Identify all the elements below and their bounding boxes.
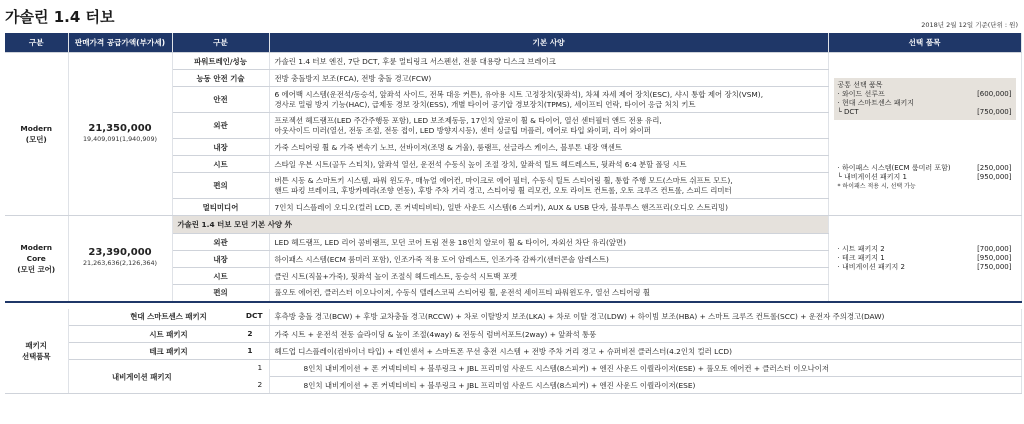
option-label: · 현대 스마트센스 패키지 [837,98,915,107]
trim-name-kr: (모던 코어) [17,264,56,274]
basic-spec-label: 가솔린 1.4 터보 모던 기본 사양 外 [172,216,828,234]
price-sub: 21,263,636(2,126,364) [82,259,158,268]
trim-name: Modern Core [20,242,53,263]
package-no: 1 [247,345,253,355]
price-value: 23,390,000 [88,247,152,259]
group-label: 패키지 [25,340,47,350]
category-label: 내장 [172,139,269,156]
modern-core-options [828,216,1021,302]
feature-text: 풀오토 에어컨, 클러스터 이오나이저, 수동식 텔레스코픽 스티어링 휠, 운전석 세이프티 파워윈도우, 열선 스티어링 휠 [269,285,828,302]
package-no: DCT [245,311,263,321]
common-options-box [834,78,1016,120]
trim-price [68,216,172,302]
option-label: · 하이패스 시스템(ECM 룸미러 포함) [837,163,951,172]
category-label: 시트 [172,156,269,173]
package-text-value: 8인치 내비게이션 + 폰 커넥티비티 + 블루링크 + JBL 프리미엄 사운드 시스템(8스피커) + 엔진 사운드 이퀄라이저(ESE) [303,380,696,390]
feature-text: 스타일 우븐 시트(골두 스티치), 앞좌석 열선, 운전석 수동식 높이 조절 장치, 앞좌석 틸트 헤드레스트, 뒷좌석 6:4 분할 폴딩 시트 [269,156,828,173]
feature-line: 버튼 시동 & 스마트키 시스템, 파워 윈도우, 매뉴얼 에어컨, 마이크로 에어 필터, 수동식 틸트 스티어링 휠, 통합 주행 모드(스마트 쉬프트 모드), [274,175,733,185]
header-col2: 판매가격 공급가액(부가세) [68,33,172,53]
option-line [838,254,1012,263]
category-label: 안전 [172,87,269,113]
option-price: [750,000] [977,262,1012,271]
price-sub: 19,409,091(1,940,909) [82,135,158,143]
trim-modern-core [5,216,68,302]
option-label: * 하이패스 적용 시, 선택 가능 [837,182,916,190]
category-label: 멀티미디어 [172,199,269,216]
category-label: 편의 [172,285,269,302]
feature-text: 7인치 디스플레이 오디오(컬러 LCD, 폰 커넥티비티), 일반 사운드 시스템(6 스피커), AUX & USB 단자, 블루투스 핸즈프리(오디오 스트리밍) [269,199,828,216]
common-options-title: 공통 선택 품목 [837,80,883,89]
header-col4: 기본 사양 [269,33,828,53]
package-label: 내비게이션 패키지 [112,372,172,381]
package-name [68,326,269,343]
package-text: 후측방 충돌 경고(BCW) + 후방 교차충돌 경고(RCCW) + 차로 이탈방지 보조(LKA) + 차로 이탈 경고(LDW) + 하이빔 보조(HBA) + 스마트 크루즈 컨트롤(SCC) + 운전자 주의경고(DAW) [269,309,1021,326]
category-label: 편의 [172,173,269,199]
option-line [838,173,1012,182]
package-text [257,360,1021,377]
option-label: · 테크 패키지 1 [837,253,885,262]
option-price: [700,000] [977,244,1012,253]
option-line [838,245,1012,254]
option-label: └ 내비게이션 패키지 1 [837,172,907,181]
category-label: 내장 [172,251,269,268]
trim-price [68,53,172,216]
option-line [838,90,1012,99]
package-text: 헤드업 디스플레이(컴바이너 타입) + 레인센서 + 스마트폰 무선 충전 시스템 + 전방 주차 거리 경고 + 슈퍼비전 클러스터(4.2인치 컬러 LCD) [269,343,1021,360]
package-label: 테크 패키지 [149,346,188,356]
feature-text [269,113,828,139]
option-price: [750,000] [977,107,1012,116]
option-label: · 와이드 선루프 [837,89,885,98]
feature-text: 하이패스 시스템(ECM 룸미러 포함), 인조가죽 적용 도어 암레스트, 인조가죽 감싸기(센터콘솔 암레스트) [269,251,828,268]
trim-name: Modern [20,124,53,133]
category-label: 시트 [172,268,269,285]
trim-modern [5,53,68,216]
option-line [838,164,1012,173]
feature-text: 전방 충돌방지 보조(FCA), 전방 충돌 경고(FCW) [269,70,828,87]
option-line [838,99,1012,108]
feature-line: 경사로 밀림 방지 기능(HAC), 급제동 경보 장치(ESS), 개별 타이어 공기압 경보장치(TPMS), 세이프티 언락, 타이어 응급 처치 키트 [274,99,696,109]
feature-text: 클린 시트(직물+가죽), 뒷좌석 높이 조절식 헤드레스트, 동승석 시트백 포켓 [269,268,828,285]
trim-name-kr: (모던) [25,135,47,144]
package-text: 가죽 시트 + 운전석 전동 슬라이딩 & 높이 조절(4way) & 전동식 럼버서포트(2way) + 앞좌석 통풍 [269,326,1021,343]
feature-line: 아웃사이드 미러(열선, 전동 조절, 전동 접이, LED 방향지시등), 센터 싱글팁 머플러, 에어로 타입 와이퍼, 리어 와이퍼 [274,125,652,135]
header-col1: 구분 [5,33,68,53]
option-line [838,263,1012,272]
header-row [5,33,1021,53]
option-price: [600,000] [977,89,1012,98]
header-col5: 선택 품목 [828,33,1021,53]
feature-line: 핸드 파킹 브레이크, 후방카메라(조향 연동), 후방 주차 거리 경고, 스티어링 휠 리모컨, 오토 라이트 컨트롤, 오토 크루즈 컨트롤, 스피드 리미터 [274,185,732,195]
spec-table [5,33,1022,394]
category-label: 외관 [172,234,269,251]
feature-text: LED 헤드램프, LED 리어 콤비램프, 모던 코어 트림 전용 18인치 알로이 휠 & 타이어, 자외선 차단 유리(앞면) [269,234,828,251]
package-name [112,360,269,394]
table-row [5,216,1021,234]
option-price: [950,000] [977,172,1012,181]
category-label: 외관 [172,113,269,139]
option-price: [950,000] [977,253,1012,262]
group-label: 선택품목 [21,351,51,361]
feature-text [269,87,828,113]
page-title: 가솔린 1.4 터보 [5,8,115,26]
package-label: 현대 스마트센스 패키지 [130,312,207,322]
option-label: · 내비게이션 패키지 2 [837,262,905,271]
feature-line: 프로젝션 헤드램프(LED 주간주행등 포함), LED 보조제동등, 17인치 알로이 휠 & 타이어, 열선 센터필터 앤드 전용 유리, [274,115,662,125]
table-row [5,343,1021,360]
modern-options [828,53,1021,216]
option-line [838,108,1012,117]
date-note: 2018년 2월 12일 기준(단위 : 원) [921,21,1018,29]
option-label: · 시트 패키지 2 [837,244,885,253]
header-col3: 구분 [172,33,269,53]
package-text [257,377,1021,394]
package-no: 2 [257,379,263,389]
package-label: 시트 패키지 [149,329,188,339]
package-text-value: 8인치 내비게이션 + 폰 커넥티비티 + 블루링크 + JBL 프리미엄 사운드 시스템(8스피커) + 엔진 사운드 이퀄라이저(ESE) + 풀오토 에어컨 + 클러스터 이오나이저 [303,363,829,373]
table-row [5,326,1021,343]
option-price: [250,000] [977,163,1012,172]
package-no: 2 [247,328,253,338]
table-row [5,309,1021,326]
option-label: └ DCT [837,107,859,116]
table-row [5,53,1021,70]
feature-text [269,173,828,199]
feature-text: 가죽 스티어링 휠 & 가죽 변속기 노브, 선바이저(조명 & 거울), 룸램프, 선글라스 케이스, 블루톤 내장 액센트 [269,139,828,156]
package-no: 1 [257,362,263,372]
packages-group [5,309,68,394]
package-name [68,309,269,326]
category-label: 능동 안전 기술 [172,70,269,87]
category-label: 파워트레인/성능 [172,53,269,70]
option-line [838,182,1012,191]
feature-text: 가솔린 1.4 터보 엔진, 7단 DCT, 후륜 멀티링크 서스펜션, 전륜 대용량 디스크 브레이크 [269,53,828,70]
table-row [5,360,1021,377]
feature-line: 6 에어백 시스템(운전석/동승석, 앞좌석 사이드, 전복 대응 커튼), 유아용 시트 고정장치(뒷좌석), 차체 자세 제어 장치(ESC), 샤시 통합 제어 장치(VSM), [274,89,764,99]
price-value: 21,350,000 [88,123,152,134]
package-name [68,343,269,360]
